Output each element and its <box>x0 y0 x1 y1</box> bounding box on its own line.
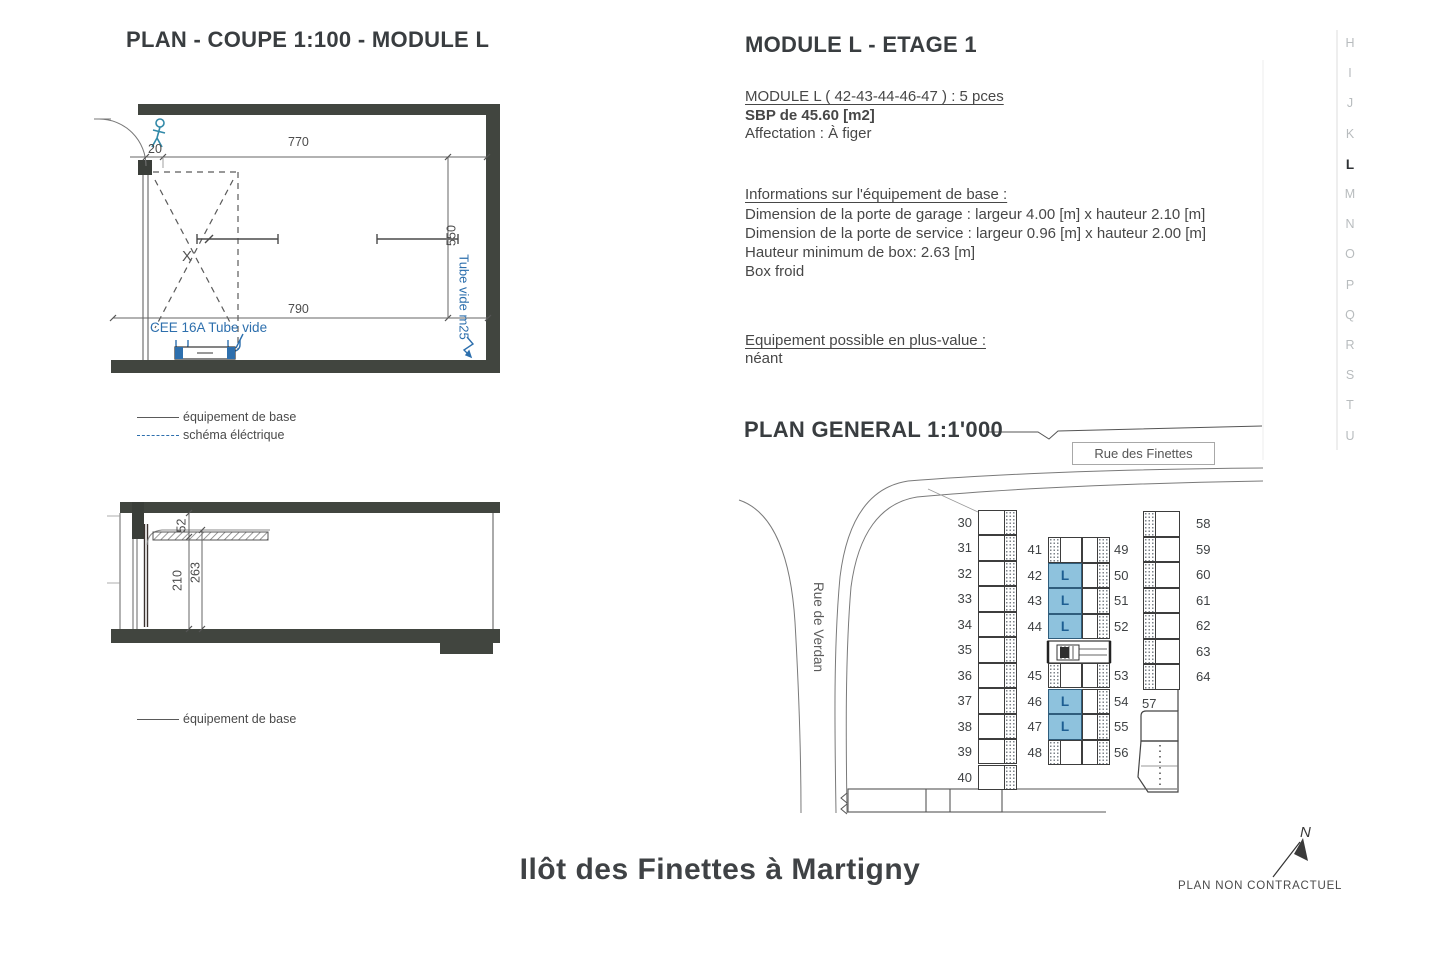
site-plan-bottom-strip <box>841 789 1177 814</box>
garage-number-48: 48 <box>1027 744 1042 760</box>
info-lines <box>745 205 1206 281</box>
affectation-line: Affectation : À figer <box>745 125 872 142</box>
garage-number-50: 50 <box>1114 567 1129 583</box>
info-line: Dimension de la porte de garage : largeur 4.00 [m] x hauteur 2.10 [m] <box>745 206 1206 223</box>
garage-door-hatch <box>1049 741 1061 765</box>
garage-box <box>1082 689 1110 715</box>
dim-20: 20 <box>148 142 162 156</box>
dim-263: 263 <box>188 562 203 583</box>
garage-box <box>1143 562 1180 588</box>
garage-box <box>978 510 1017 535</box>
index-letter-k: K <box>1345 126 1355 141</box>
garage-number-47: 47 <box>1027 719 1042 735</box>
garage-box <box>1143 613 1180 639</box>
garage-door-hatch <box>1144 589 1156 613</box>
plus-value-heading: Equipement possible en plus-value : <box>745 332 986 349</box>
garage-number-30: 30 <box>957 515 972 530</box>
garage-box <box>1143 639 1180 665</box>
garage-box <box>978 612 1017 637</box>
garage-number-37: 37 <box>957 693 972 709</box>
index-letter-l: L <box>1345 156 1355 172</box>
garage-box <box>1143 537 1180 563</box>
garage-number-58: 58 <box>1196 516 1211 531</box>
garage-box-highlighted <box>1048 714 1082 740</box>
garage-box <box>978 688 1017 713</box>
garage-number-46: 46 <box>1027 693 1042 709</box>
plus-value-value: néant <box>745 350 783 367</box>
north-arrow-icon <box>1273 838 1308 877</box>
garage-door-hatch <box>1144 538 1156 562</box>
garage-number-64: 64 <box>1196 669 1211 684</box>
garage-box <box>1082 614 1110 640</box>
module-letter: L <box>1060 619 1070 635</box>
garage-box <box>978 765 1017 790</box>
garage-number-49: 49 <box>1114 542 1129 557</box>
garage-box <box>978 637 1017 662</box>
garage-door-hatch <box>1004 766 1016 789</box>
garage-number-59: 59 <box>1196 541 1211 557</box>
garage-box-highlighted <box>1048 689 1082 715</box>
garage-number-44: 44 <box>1027 618 1042 634</box>
garage-door-hatch <box>1049 538 1061 562</box>
dim-790: 790 <box>288 302 309 316</box>
garage-box <box>1082 714 1110 740</box>
module-title: MODULE L - ETAGE 1 <box>745 32 977 57</box>
garage-door-hatch <box>1144 512 1156 536</box>
stair-symbol <box>1048 641 1110 663</box>
garage-number-36: 36 <box>957 667 972 683</box>
index-letter-r: R <box>1345 338 1355 352</box>
garage-box <box>978 663 1017 688</box>
garage-box <box>1048 740 1082 766</box>
garage-door-hatch <box>1004 511 1016 534</box>
disclaimer-label: PLAN NON CONTRACTUEL <box>1178 880 1343 892</box>
garage-box <box>978 561 1017 586</box>
index-letter-o: O <box>1345 247 1355 262</box>
index-letter-i: I <box>1348 66 1352 81</box>
garage-box <box>978 586 1017 611</box>
garage-box <box>978 739 1017 764</box>
garage-door-hatch <box>1097 589 1109 613</box>
garage-number-54: 54 <box>1114 693 1129 709</box>
garage-number-60: 60 <box>1196 567 1211 582</box>
garage-door-hatch <box>1049 664 1061 688</box>
garage-door-hatch <box>1097 538 1109 562</box>
garage-number-39: 39 <box>957 744 972 760</box>
garage-box <box>1143 588 1180 614</box>
garage-box-highlighted <box>1048 588 1082 614</box>
garage-number-38: 38 <box>957 718 972 734</box>
cee-label: CEE 16A Tube vide <box>150 320 268 335</box>
legend-base-label: équipement de base <box>183 410 297 424</box>
garage-number-57: 57 <box>1142 696 1157 711</box>
index-letter-q: Q <box>1345 307 1355 322</box>
legend-electric-label: schéma éléctrique <box>183 428 285 442</box>
index-letter-t: T <box>1346 398 1354 413</box>
garage-number-31: 31 <box>957 540 972 556</box>
index-letter-m: M <box>1344 187 1356 201</box>
garage-box <box>1082 563 1110 589</box>
garage-door-hatch <box>1004 638 1016 661</box>
garage-door-hatch <box>1097 564 1109 588</box>
garage-box <box>1082 663 1110 689</box>
garage-box <box>978 535 1017 560</box>
index-letter-u: U <box>1345 428 1355 443</box>
garage-number-41: 41 <box>1027 542 1042 557</box>
garage-box <box>1082 537 1110 563</box>
garage-number-56: 56 <box>1114 744 1129 760</box>
legend2-solid-line <box>137 719 179 720</box>
garage-number-62: 62 <box>1196 618 1211 633</box>
garage-door-hatch <box>1097 615 1109 639</box>
dim-770: 770 <box>288 135 309 149</box>
section-drawing <box>107 502 500 654</box>
garage-door-hatch <box>1097 664 1109 688</box>
tube-vide-label: Tube vide m25 <box>456 254 472 340</box>
project-title: Ilôt des Finettes à Martigny <box>519 853 921 886</box>
module-letter: L <box>1060 719 1070 735</box>
info-heading: Informations sur l'équipement de base : <box>745 186 1008 203</box>
info-line: Dimension de la porte de service : largeur 0.96 [m] x hauteur 2.00 [m] <box>745 225 1207 242</box>
garage-number-33: 33 <box>957 591 972 607</box>
index-letter-p: P <box>1345 277 1355 292</box>
north-letter: N <box>1300 824 1311 841</box>
garage-door-hatch <box>1144 614 1156 638</box>
garage-number-52: 52 <box>1114 618 1129 634</box>
sbp-line: SBP de 45.60 [m2] <box>745 107 875 124</box>
street-label-finettes: Rue des Finettes <box>1072 442 1215 465</box>
module-letter: L <box>1060 593 1070 609</box>
garage-box <box>978 714 1017 739</box>
index-letter-n: N <box>1345 217 1355 232</box>
legend-solid-line <box>137 417 179 418</box>
module-line: MODULE L ( 42-43-44-46-47 ) : 5 pces <box>745 88 1004 105</box>
garage-number-32: 32 <box>957 565 972 581</box>
garage-box <box>1082 588 1110 614</box>
garage-number-53: 53 <box>1114 667 1129 683</box>
dim-550: 550 <box>444 225 459 246</box>
garage-box <box>1143 664 1180 690</box>
garage-box-highlighted <box>1048 563 1082 589</box>
module-letter: L <box>1060 567 1070 583</box>
index-letter-h: H <box>1345 36 1355 50</box>
garage-door-hatch <box>1097 715 1109 739</box>
garage-door-hatch <box>1144 640 1156 664</box>
garage-door-hatch <box>1097 741 1109 765</box>
site-plan-title: PLAN GENERAL 1:1'000 <box>744 417 1004 442</box>
garage-number-45: 45 <box>1027 667 1042 683</box>
garage-number-51: 51 <box>1114 593 1129 609</box>
garage-number-61: 61 <box>1196 592 1211 608</box>
garage-box <box>1048 663 1082 689</box>
garage-number-43: 43 <box>1027 593 1042 609</box>
index-letter-s: S <box>1345 368 1355 383</box>
info-line: Hauteur minimum de box: 2.63 [m] <box>745 244 976 261</box>
street-label-verdan: Rue de Verdan <box>811 581 826 673</box>
garage-number-42: 42 <box>1027 567 1042 583</box>
garage-box-highlighted <box>1048 614 1082 640</box>
legend-dashed-line <box>137 435 179 436</box>
garage-box <box>1048 537 1082 563</box>
dim-52: 52 <box>174 518 189 533</box>
garage-number-35: 35 <box>957 642 972 658</box>
garage-number-40: 40 <box>957 769 972 785</box>
info-line: Box froid <box>745 263 805 280</box>
index-letter-j: J <box>1346 96 1354 111</box>
garage-door-hatch <box>1144 665 1156 689</box>
x-mark: X <box>182 248 193 265</box>
garage-number-55: 55 <box>1114 719 1129 735</box>
coupe-title: PLAN - COUPE 1:100 - MODULE L <box>126 27 490 52</box>
legend2-base-label: équipement de base <box>183 712 297 726</box>
module-letter: L <box>1060 693 1070 709</box>
garage-door-hatch <box>1097 690 1109 714</box>
garage-number-34: 34 <box>957 616 972 632</box>
garage-number-63: 63 <box>1196 643 1211 659</box>
garage-box <box>1143 511 1180 537</box>
dim-210: 210 <box>170 570 185 591</box>
garage-box <box>1082 740 1110 766</box>
garage-door-hatch <box>1144 563 1156 587</box>
